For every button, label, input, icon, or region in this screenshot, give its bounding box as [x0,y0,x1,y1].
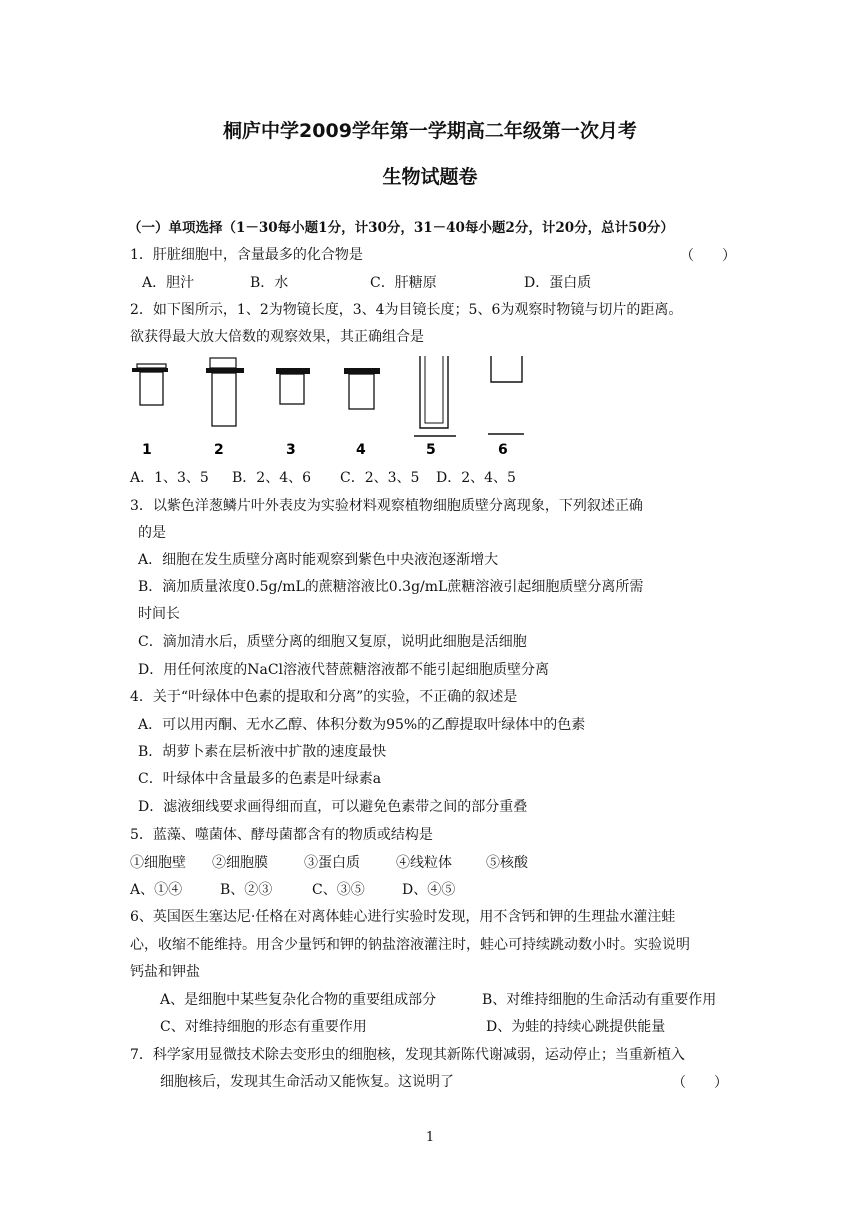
question-1-answer-paren: （ ） [680,248,736,264]
question-5-item-2: ②细胞膜 [212,855,268,871]
question-1-option-a: A．胆汁 [142,275,195,291]
question-5-option-c: C、③⑤ [312,882,365,898]
question-5-item-5: ⑤核酸 [486,855,528,871]
lens-figure [120,352,540,460]
question-7-stem-line1: 7．科学家用显微技术除去变形虫的细胞核，发现其新陈代谢减弱，运动停止；当重新植入 [130,1047,685,1063]
question-4-option-d: D．滤液细线要求画得细而直，可以避免色素带之间的部分重叠 [138,799,528,815]
question-6-option-a: A、是细胞中某些复杂化合物的重要组成部分 [160,992,437,1008]
question-5-option-a: A、①④ [130,882,183,898]
objective-lens-long [206,358,244,426]
question-2-option-b: B．2、4、6 [232,470,312,486]
question-1-stem: 1．肝脏细胞中，含量最多的化合物是 [130,247,363,263]
page-subtitle: 生物试题卷 [382,166,478,188]
page-title: 桐庐中学2009学年第一学期高二年级第一次月考 [223,120,637,142]
question-2-option-d: D．2、4、5 [436,470,516,486]
page-number: 1 [425,1130,435,1145]
question-2-option-a: A．1、3、5 [130,470,209,486]
question-3-option-a: A．细胞在发生质壁分离时能观察到紫色中央液泡逐渐增大 [138,552,499,568]
eyepiece-long [276,368,310,404]
distance-far [488,356,524,434]
objective-lens-short [132,364,168,405]
lens-label-6: 6 [498,442,508,458]
question-1-option-c: C．肝糖原 [370,275,437,291]
question-3-option-b-line1: B．滴加质量浓度0.5g/mL的蔗糖溶液比0.3g/mL蔗糖溶液引起细胞质壁分离所需 [138,579,644,595]
question-3-stem-line2: 的是 [138,525,166,541]
question-6-stem-line3: 钙盐和钾盐 [130,964,200,980]
question-6-stem-line2: 心，收缩不能维持。用含少量钙和钾的钠盐溶液灌注时，蛙心可持续跳动数小时。实验说明 [130,937,690,953]
question-4-stem: 4．关于“叶绿体中色素的提取和分离”的实验，不正确的叙述是 [130,689,518,705]
question-5-stem: 5．蓝藻、噬菌体、酵母菌都含有的物质或结构是 [130,827,433,843]
question-2-stem-line1: 2．如下图所示，1、2为物镜长度，3、4为目镜长度；5、6为观察时物镜与切片的距离。 [130,302,683,318]
question-6-option-d: D、为蛙的持续心跳提供能量 [486,1019,666,1035]
lens-label-3: 3 [286,442,296,458]
question-4-option-a: A．可以用丙酮、无水乙醇、体积分数为95%的乙醇提取叶绿体中的色素 [138,717,586,733]
question-5-option-d: D、④⑤ [402,882,456,898]
question-3-option-c: C．滴加清水后，质壁分离的细胞又复原，说明此细胞是活细胞 [138,634,527,650]
question-5-item-1: ①细胞壁 [130,855,186,871]
question-1-option-d: D．蛋白质 [524,275,592,291]
question-7-stem-line2: 细胞核后，发现其生命活动又能恢复。这说明了 [160,1074,454,1090]
question-1-option-b: B．水 [250,275,289,291]
question-2-option-c: C．2、3、5 [340,470,420,486]
lens-label-5: 5 [426,442,436,458]
question-3-option-b-line2: 时间长 [138,606,180,622]
lens-label-2: 2 [214,442,224,458]
question-2-stem-line2: 欲获得最大放大倍数的观察效果，其正确组合是 [130,329,424,345]
question-5-option-b: B、②③ [220,882,273,898]
question-4-option-c: C．叶绿体中含量最多的色素是叶绿素a [138,771,382,787]
section-heading: （一）单项选择（1－30每小题1分，计30分，31－40每小题2分，计20分，总计50分） [128,220,674,236]
question-3-stem-line1: 3．以紫色洋葱鳞片叶外表皮为实验材料观察植物细胞质壁分离现象，下列叙述正确 [130,498,643,514]
lens-label-4: 4 [356,442,366,458]
distance-close [414,356,456,436]
question-7-answer-paren: （ ） [672,1075,728,1091]
question-3-option-d: D．用任何浓度的NaCl溶液代替蔗糖溶液都不能引起细胞质壁分离 [138,662,550,678]
question-4-option-b: B．胡萝卜素在层析液中扩散的速度最快 [138,744,387,760]
lens-label-1: 1 [142,442,152,458]
question-6-option-c: C、对维持细胞的形态有重要作用 [160,1019,367,1035]
question-6-stem-line1: 6、英国医生塞达尼·任格在对离体蛙心进行实验时发现，用不含钙和钾的生理盐水灌注蛙 [130,909,676,925]
question-6-option-b: B、对维持细胞的生命活动有重要作用 [482,992,717,1008]
question-5-item-4: ④线粒体 [396,855,452,871]
eyepiece-short [344,368,380,409]
question-5-item-3: ③蛋白质 [304,855,360,871]
